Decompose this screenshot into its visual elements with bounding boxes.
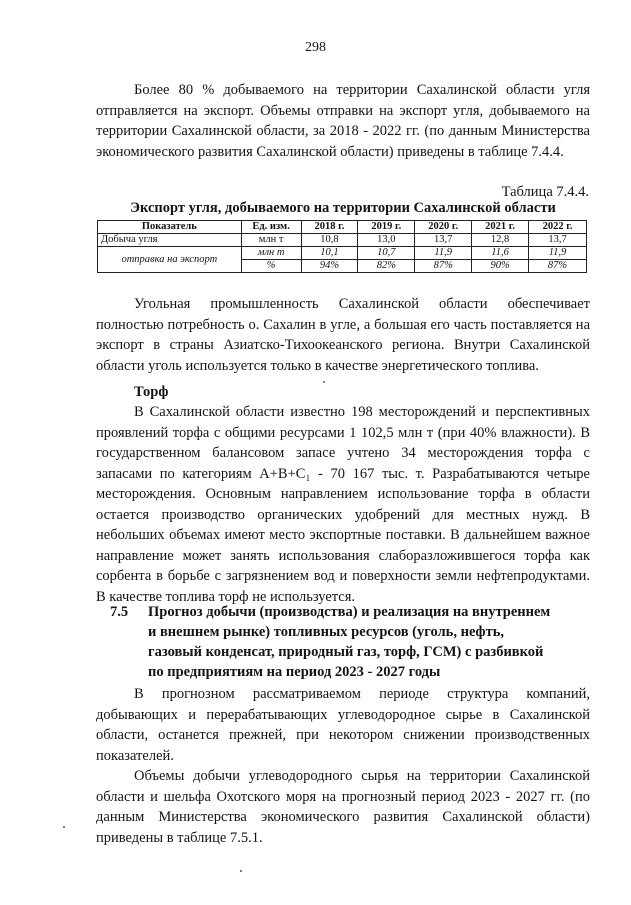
coal-paragraph: Угольная промышленность Сахалинской области обеспечивает полностью потребность о. Сахалин в угле, а большая его часть поставляется на экспорт в страны Азиатско-Тихоокеанского региона. Внутри Сахалинской области уголь используется только в качестве энергетического топлива. (96, 296, 590, 374)
value-cell: 10,1 (301, 247, 358, 260)
value-cell: 87% (415, 260, 472, 273)
table-row (98, 234, 587, 247)
section-title-line: газовый конденсат, природный газ, торф, ГСМ) с разбивкой (148, 644, 544, 660)
table-header-cell: 2020 г. (415, 221, 472, 234)
peat-heading: Торф (134, 384, 169, 400)
table-header-row (98, 221, 587, 234)
unit-cell: млн т (241, 234, 301, 247)
value-cell: 10,8 (301, 234, 358, 247)
value-cell: 11,6 (472, 247, 529, 260)
value-cell: 11,9 (415, 247, 472, 260)
scan-speck (323, 381, 325, 383)
value-cell: 13,7 (415, 234, 472, 247)
value-cell: 82% (358, 260, 415, 273)
unit-cell: % (241, 260, 301, 273)
table-header-cell: Показатель (98, 221, 242, 234)
scan-speck (63, 826, 65, 828)
intro-paragraph: Более 80 % добываемого на территории Сахалинской области угля отправляется на экспорт. Объемы отправки на экспорт угля, добываемого на территории Сахалинской области, за 2018 - 2022 гг. (по данным Министерства экономического развития Сахалинской области) приведены в таблице 7.4.4. (96, 82, 590, 160)
value-cell: 10,7 (358, 247, 415, 260)
table-title: Экспорт угля, добываемого на территории Сахалинской области (130, 200, 556, 216)
table-header-cell: Ед. изм. (241, 221, 301, 234)
row-label: Добыча угля (98, 234, 242, 247)
table-row (98, 247, 587, 260)
section-number: 7.5 (110, 604, 129, 620)
scan-speck (240, 870, 242, 872)
table-header-cell: 2018 г. (301, 221, 358, 234)
value-cell: 13,7 (529, 234, 587, 247)
row-label: отправка на экспорт (98, 247, 242, 273)
value-cell: 12,8 (472, 234, 529, 247)
table-header-cell: 2022 г. (529, 221, 587, 234)
table-caption: Таблица 7.4.4. (501, 184, 589, 200)
value-cell: 13,0 (358, 234, 415, 247)
value-cell: 90% (472, 260, 529, 273)
page-number: 298 (305, 40, 326, 55)
section-title-line: Прогноз добычи (производства) и реализация на внутреннем (148, 604, 551, 620)
table-header-cell: 2021 г. (472, 221, 529, 234)
forecast-paragraph-1: В прогнозном рассматриваемом периоде структура компаний, добывающих и перерабатывающих углеводородное сырье в Сахалинской области, останется прежней, при некотором снижении производственных показателей. (96, 686, 590, 764)
peat-paragraph: В Сахалинской области известно 198 месторождений и перспективных проявлений торфа с общими ресурсами 1 102,5 млн т (при 40% влажности). В государственном балансовом запасе учтено 34 месторождения торфа с запасами по категориям А+В+С₁ - 70 167 тыс. т. Разрабатываются четыре месторождения. Основным направлением использование торфа в области остается производство органических удобрений для местных нужд. В небольших объемах имеют место экспортные поставки. В дальнейшем важное направление может занять использования слаборазложившегося торфа как сорбента в борьбе с загрязнением вод и поверхности земли нефтепродуктами. В качестве топлива торф не используется. (96, 404, 590, 605)
coal-export-table (97, 220, 587, 273)
value-cell: 87% (529, 260, 587, 273)
value-cell: 94% (301, 260, 358, 273)
value-cell: 11,9 (529, 247, 587, 260)
section-title-line: по предприятиям на период 2023 - 2027 годы (148, 664, 441, 680)
section-title (148, 602, 578, 682)
section-title-line: и внешнем рынке) топливных ресурсов (уголь, нефть, (148, 624, 505, 640)
table-header-cell: 2019 г. (358, 221, 415, 234)
forecast-paragraph-2: Объемы добычи углеводородного сырья на территории Сахалинской области и шельфа Охотского моря на прогнозный период 2023 - 2027 гг. (по данным Министерства экономического развития Сахалинской области) приведены в таблице 7.5.1. (96, 768, 590, 846)
unit-cell: млн т (241, 247, 301, 260)
